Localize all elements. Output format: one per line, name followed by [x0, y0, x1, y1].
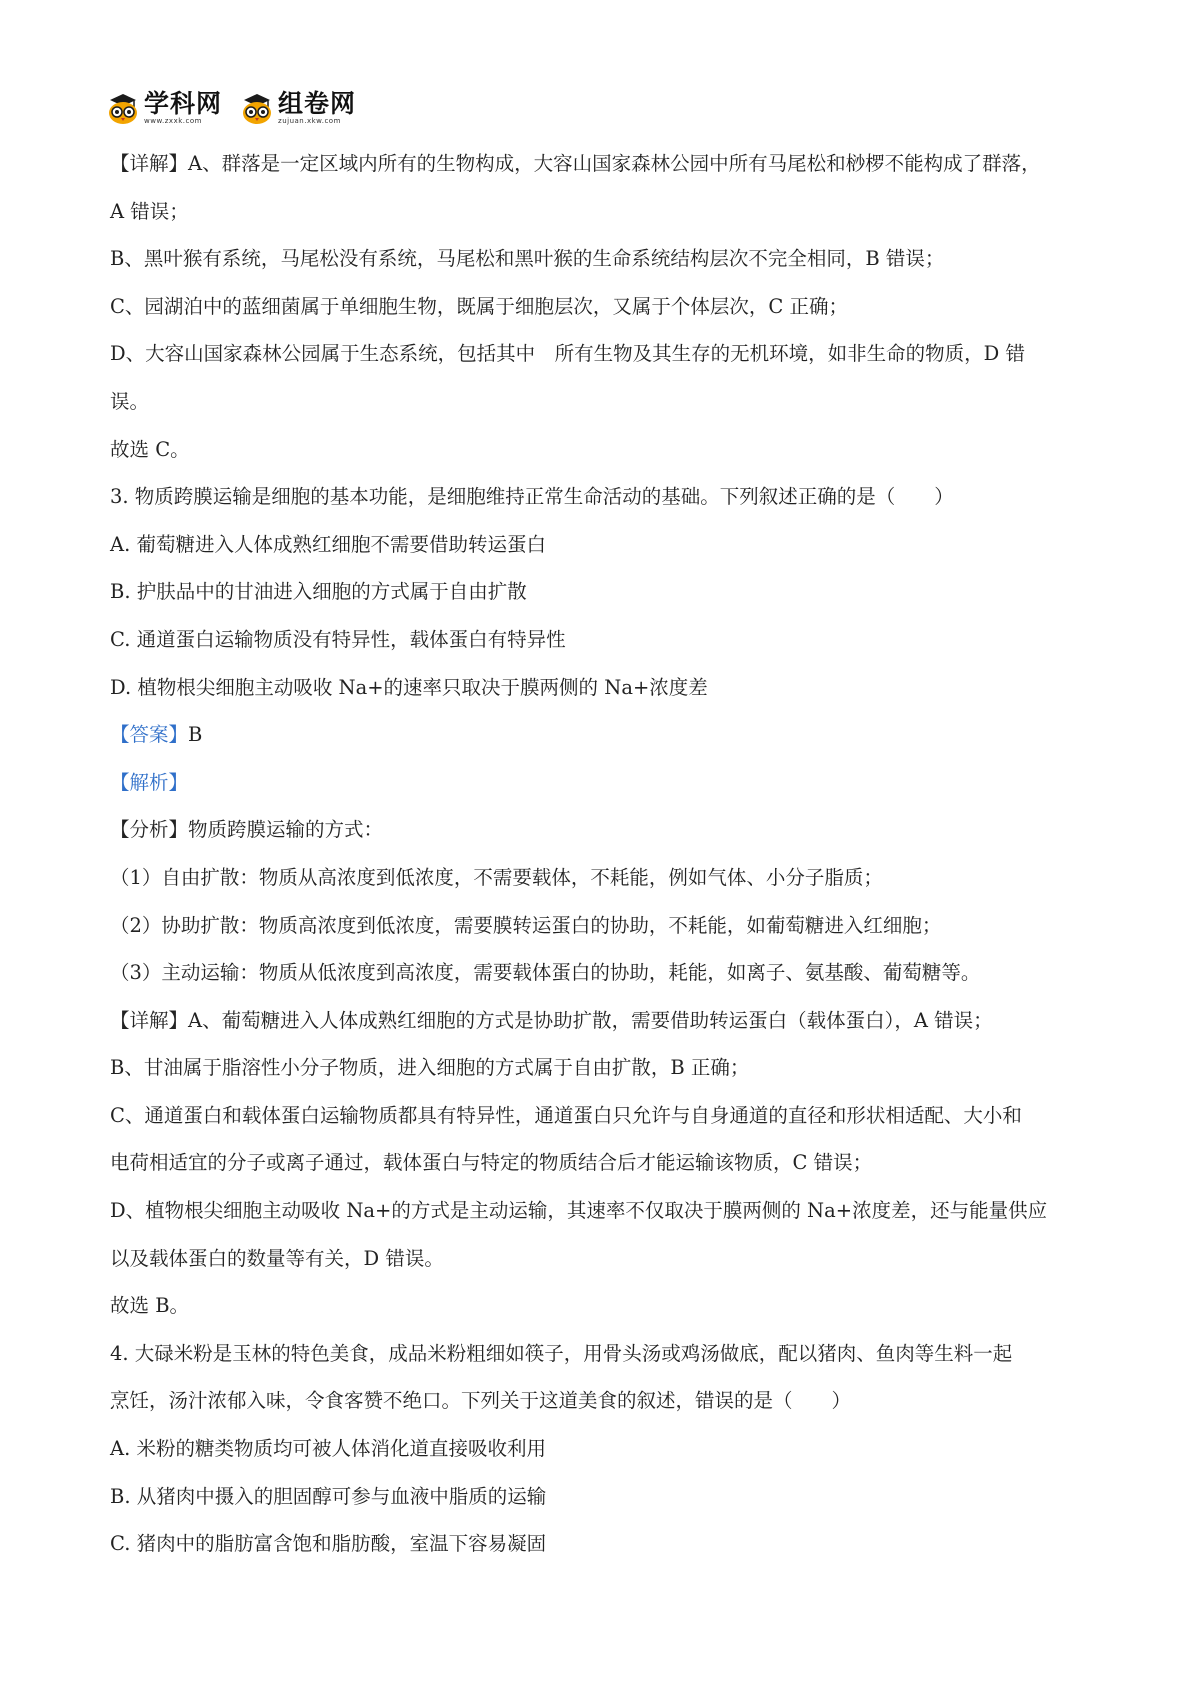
line-text: 【分析】物质跨膜运输的方式： [110, 818, 384, 842]
answer-option [110, 616, 1100, 664]
line-text: 电荷相适宜的分子或离子通过，载体蛋白与特定的物质结合后才能运输该物质，C 错误； [110, 1151, 873, 1175]
owl-mascot-icon [106, 91, 140, 125]
header-logos [106, 88, 356, 128]
logo-url: zujuan.xkw.com [278, 117, 341, 125]
analysis-heading [110, 759, 1100, 807]
line-text: 故选 C。 [110, 437, 190, 461]
text-line [110, 426, 1100, 474]
text-line [110, 188, 1100, 236]
text-line [110, 1092, 1100, 1140]
text-line [110, 806, 1100, 854]
answer-label: 【答案】 [110, 723, 189, 747]
logo-url: www.zxxk.com [144, 117, 202, 125]
text-line [110, 1282, 1100, 1330]
line-text: A 错误； [110, 199, 189, 223]
text-line [110, 283, 1100, 331]
text-line [110, 902, 1100, 950]
text-line [110, 140, 1100, 188]
line-text: 烹饪，汤汁浓郁入味，令食客赞不绝口。下列关于这道美食的叙述，错误的是（ ） [110, 1389, 852, 1413]
line-text: C. 猪肉中的脂肪富含饱和脂肪酸，室温下容易凝固 [110, 1532, 547, 1556]
text-line [110, 1139, 1100, 1187]
line-text: B. 从猪肉中摄入的胆固醇可参与血液中脂质的运输 [110, 1484, 547, 1508]
line-text: A. 米粉的糖类物质均可被人体消化道直接吸收利用 [110, 1437, 546, 1461]
logo-zxxk [106, 91, 222, 125]
text-line [110, 1044, 1100, 1092]
line-text: B. 护肤品中的甘油进入细胞的方式属于自由扩散 [110, 580, 527, 604]
answer-option [110, 664, 1100, 712]
text-line [110, 330, 1100, 378]
text-line [110, 854, 1100, 902]
document-body [110, 140, 1100, 1568]
answer-line [110, 711, 1100, 759]
line-text: D、植物根尖细胞主动吸收 Na+的方式是主动运输，其速率不仅取决于膜两侧的 Na+浓度差，还与能量供应 [110, 1199, 1048, 1223]
text-line [110, 1235, 1100, 1283]
answer-value: B [188, 723, 203, 747]
analysis-label: 【解析】 [110, 770, 189, 794]
line-text: C、通道蛋白和载体蛋白运输物质都具有特异性，通道蛋白只允许与自身通道的直径和形状相适配、大小和 [110, 1103, 1022, 1127]
line-text: 4. 大碌米粉是玉林的特色美食，成品米粉粗细如筷子，用骨头汤或鸡汤做底，配以猪肉、鱼肉等生料一起 [110, 1341, 1013, 1365]
line-text: C. 通道蛋白运输物质没有特异性，载体蛋白有特异性 [110, 627, 566, 651]
answer-option [110, 1520, 1100, 1568]
text-line [110, 949, 1100, 997]
answer-option [110, 568, 1100, 616]
text-line [110, 1187, 1100, 1235]
line-text: 【详解】A、葡萄糖进入人体成熟红细胞的方式是协助扩散，需要借助转运蛋白（载体蛋白），A 错误； [110, 1008, 993, 1032]
line-text: D. 植物根尖细胞主动吸收 Na+的速率只取决于膜两侧的 Na+浓度差 [110, 675, 708, 699]
logo-zujuan [240, 91, 356, 125]
line-text: D、大容山国家森林公园属于生态系统，包括其中 所有生物及其生存的无机环境，如非生命的物质，D 错 [110, 342, 1025, 366]
text-line [110, 235, 1100, 283]
question-stem [110, 473, 1100, 521]
line-text: 误。 [110, 389, 150, 413]
logo-name: 学科网 [144, 89, 223, 118]
text-line [110, 997, 1100, 1045]
answer-option [110, 1425, 1100, 1473]
text-line [110, 378, 1100, 426]
owl-mascot-icon [240, 91, 274, 125]
question-stem [110, 1330, 1100, 1378]
answer-option [110, 521, 1100, 569]
line-text: （2）协助扩散：物质高浓度到低浓度，需要膜转运蛋白的协助，不耗能，如葡萄糖进入红细胞； [110, 913, 942, 937]
line-text: 以及载体蛋白的数量等有关，D 错误。 [110, 1246, 444, 1270]
line-text: C、园湖泊中的蓝细菌属于单细胞生物，既属于细胞层次，又属于个体层次，C 正确； [110, 294, 849, 318]
line-text: B、甘油属于脂溶性小分子物质，进入细胞的方式属于自由扩散，B 正确； [110, 1056, 750, 1080]
line-text: A. 葡萄糖进入人体成熟红细胞不需要借助转运蛋白 [110, 532, 546, 556]
question-stem [110, 1377, 1100, 1425]
line-text: 3. 物质跨膜运输是细胞的基本功能，是细胞维持正常生命活动的基础。下列叙述正确的是（ ） [110, 485, 954, 509]
line-text: 故选 B。 [110, 1294, 190, 1318]
answer-option [110, 1473, 1100, 1521]
line-text: B、黑叶猴有系统，马尾松没有系统，马尾松和黑叶猴的生命系统结构层次不完全相同，B 错误； [110, 247, 945, 271]
line-text: 【详解】A、群落是一定区域内所有的生物构成，大容山国家森林公园中所有马尾松和桫椤不能构成了群落， [110, 152, 1041, 175]
logo-name: 组卷网 [278, 89, 357, 118]
line-text: （1）自由扩散：物质从高浓度到低浓度，不需要载体，不耗能，例如气体、小分子脂质； [110, 865, 883, 889]
line-text: （3）主动运输：物质从低浓度到高浓度，需要载体蛋白的协助，耗能，如离子、氨基酸、葡萄糖等。 [110, 961, 981, 985]
